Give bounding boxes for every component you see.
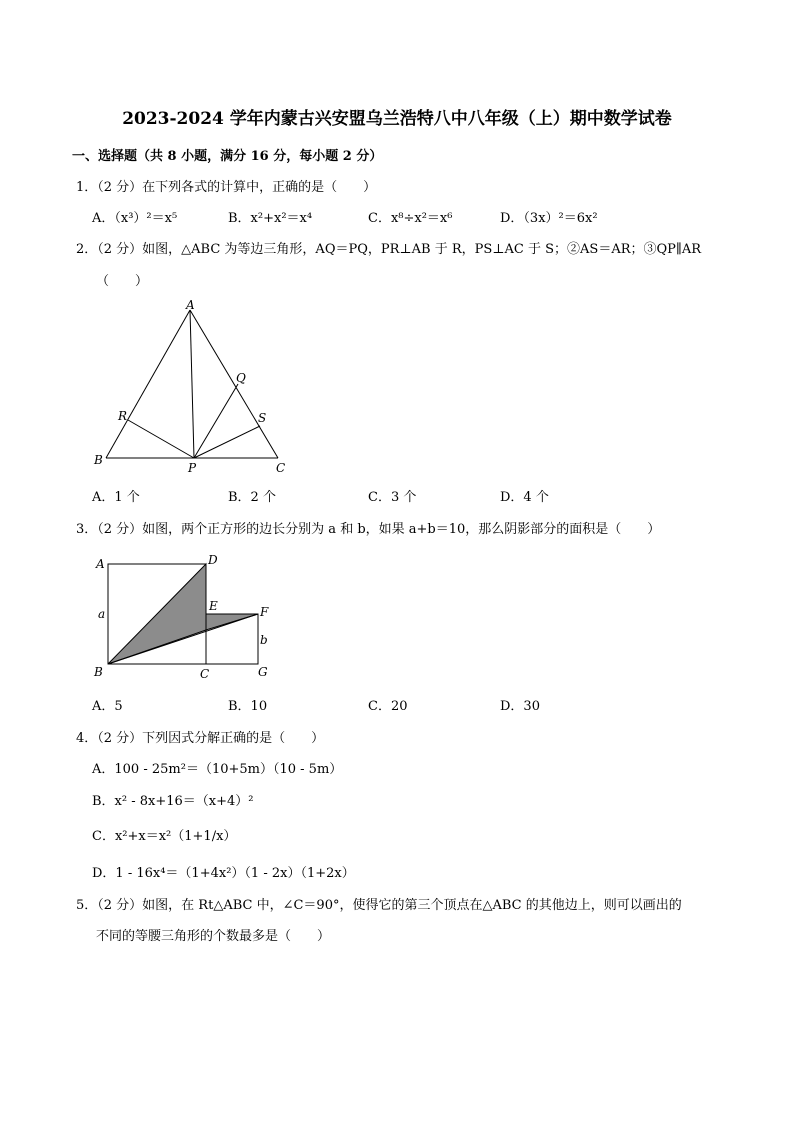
question-1-option-c: C．x⁸÷x²＝x⁶ bbox=[368, 211, 453, 226]
question-5-stem: 5．（2 分）如图，在 Rt△ABC 中，∠C＝90°，使得它的第三个顶点在△ABC 的其他边上，则可以画出的 bbox=[76, 898, 682, 913]
label-p: P bbox=[188, 461, 197, 475]
question-3-option-d: D．30 bbox=[500, 699, 540, 714]
label-a: A bbox=[186, 298, 195, 312]
shaded-region-1 bbox=[108, 564, 206, 664]
label-e: E bbox=[209, 599, 218, 613]
segment-ab bbox=[106, 310, 190, 458]
label-b: B bbox=[94, 665, 103, 679]
question-5-stem-line2: 不同的等腰三角形的个数最多是（ ） bbox=[96, 929, 331, 944]
question-1-option-d: D．（3x）²＝6x² bbox=[500, 211, 598, 226]
segment-ac bbox=[190, 310, 278, 458]
question-2-figure bbox=[90, 298, 300, 473]
label-a: A bbox=[96, 557, 105, 571]
question-2-option-d: D．4 个 bbox=[500, 490, 549, 505]
question-2-option-b: B．2 个 bbox=[228, 490, 276, 505]
section-heading: 一、选择题（共 8 小题，满分 16 分，每小题 2 分） bbox=[72, 149, 383, 164]
question-3-option-b: B．10 bbox=[228, 699, 268, 714]
question-3-option-c: C．20 bbox=[368, 699, 408, 714]
label-side-a: a bbox=[98, 607, 106, 621]
segment-ap bbox=[190, 310, 194, 458]
question-4-option-b: B．x² - 8x+16＝（x+4）² bbox=[92, 794, 254, 809]
question-2-option-c: C．3 个 bbox=[368, 490, 417, 505]
question-2-stem-bracket: （ ） bbox=[96, 274, 149, 289]
question-4-option-a: A．100 - 25m²＝（10+5m）（10 - 5m） bbox=[92, 762, 343, 777]
question-1-option-a: A．（x³）²＝x⁵ bbox=[92, 211, 178, 226]
question-3-figure bbox=[92, 552, 282, 682]
label-b: B bbox=[94, 453, 103, 467]
question-4-option-c: C．x²+x＝x²（1+1/x） bbox=[92, 829, 237, 844]
label-g: G bbox=[258, 665, 268, 679]
question-2-stem: 2．（2 分）如图，△ABC 为等边三角形，AQ＝PQ，PR⊥AB 于 R，PS⊥AC 于 S；②AS＝AR；③QP∥AR bbox=[76, 242, 702, 257]
label-c: C bbox=[200, 667, 210, 681]
label-r: R bbox=[118, 409, 128, 423]
question-4-stem: 4．（2 分）下列因式分解正确的是（ ） bbox=[76, 731, 325, 746]
question-2-option-a: A．1 个 bbox=[92, 490, 140, 505]
label-s: S bbox=[258, 411, 267, 425]
segment-pr bbox=[128, 420, 194, 458]
page-title: 2023-2024 学年内蒙古兴安盟乌兰浩特八中八年级（上）期中数学试卷 bbox=[122, 109, 672, 129]
label-side-b: b bbox=[260, 633, 268, 647]
label-c: C bbox=[276, 461, 286, 475]
label-f: F bbox=[260, 605, 269, 619]
label-q: Q bbox=[236, 371, 246, 385]
question-1-option-b: B．x²+x²＝x⁴ bbox=[228, 211, 313, 226]
question-3-stem: 3．（2 分）如图，两个正方形的边长分别为 a 和 b，如果 a+b＝10，那么阴影部分的面积是（ ） bbox=[76, 522, 661, 537]
question-3-option-a: A．5 bbox=[92, 699, 123, 714]
label-d: D bbox=[208, 553, 218, 567]
question-1-stem: 1．（2 分）在下列各式的计算中，正确的是（ ） bbox=[76, 180, 377, 195]
question-4-option-d: D．1 - 16x⁴＝（1+4x²）（1 - 2x）（1+2x） bbox=[92, 866, 355, 881]
